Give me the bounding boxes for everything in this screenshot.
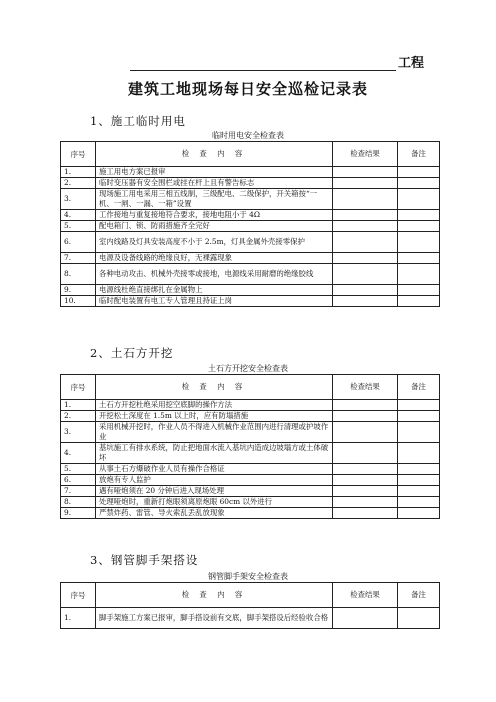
row-content: 放炮有专人监护	[96, 475, 333, 486]
row-content: 土石方开挖杜绝采用挖空底脚的操作方法	[96, 400, 333, 411]
header-seq: 序号	[61, 142, 96, 167]
row-number: 4.	[61, 210, 96, 221]
table-row	[61, 285, 440, 296]
row-number: 1.	[61, 400, 96, 411]
result-cell[interactable]	[333, 486, 398, 497]
row-content: 电源线杜绝直接绑扎在金属物上	[96, 285, 333, 296]
row-content: 配电箱门、锁、防雨措施齐全完好	[96, 221, 333, 232]
result-cell[interactable]	[333, 422, 398, 443]
remark-cell[interactable]	[398, 411, 440, 422]
remark-cell[interactable]	[398, 508, 440, 519]
row-number: 1.	[61, 167, 96, 178]
table-row	[61, 400, 440, 411]
row-number: 5.	[61, 221, 96, 232]
table-row	[61, 475, 440, 486]
row-number: 10.	[61, 296, 96, 307]
result-cell[interactable]	[333, 253, 398, 264]
row-content: 现场施工用电采用三相五线制，三级配电、二级保护，开关箱按“一机、一闸、一漏、一箱”设置	[96, 189, 333, 210]
result-cell[interactable]	[333, 464, 398, 475]
table-header-row	[61, 375, 440, 400]
table-row	[61, 497, 440, 508]
row-content: 临时变压器有安全围栏或挂在杆上且有警告标志	[96, 178, 333, 189]
row-content: 室内线路及灯具安装高度不小于 2.5m，灯具金属外壳接零保护	[96, 232, 333, 253]
table-row	[61, 443, 440, 464]
remark-cell[interactable]	[398, 464, 440, 475]
row-content: 临时配电装置有电工专人管理且持证上岗	[96, 296, 333, 307]
row-content: 处理哑炮时，重新打炮眼须离原炮眼 60cm 以外进行	[96, 497, 333, 508]
header-remark: 备注	[398, 583, 440, 608]
result-cell[interactable]	[333, 178, 398, 189]
table-row	[61, 608, 440, 629]
row-number: 2.	[61, 178, 96, 189]
remark-cell[interactable]	[398, 497, 440, 508]
result-cell[interactable]	[333, 210, 398, 221]
row-content: 遇有哑炮须在 20 分钟后进入现场处理	[96, 486, 333, 497]
row-content: 采用机械开挖时，作业人员不得进入机械作业范围内进行清理或护坡作业	[96, 422, 333, 443]
project-suffix: 工程	[398, 56, 425, 71]
table-row	[61, 210, 440, 221]
table-row	[61, 178, 440, 189]
result-cell[interactable]	[333, 400, 398, 411]
result-cell[interactable]	[333, 508, 398, 519]
table-row	[61, 486, 440, 497]
remark-cell[interactable]	[398, 475, 440, 486]
row-content: 开挖松土深度在 1.5m 以上时，应有防塌措施	[96, 411, 333, 422]
result-cell[interactable]	[333, 285, 398, 296]
row-number: 5.	[61, 464, 96, 475]
remark-cell[interactable]	[398, 264, 440, 285]
header-result: 检查结果	[333, 142, 398, 167]
header-remark: 备注	[398, 375, 440, 400]
remark-cell[interactable]	[398, 210, 440, 221]
remark-cell[interactable]	[398, 422, 440, 443]
remark-cell[interactable]	[398, 400, 440, 411]
table-row	[61, 221, 440, 232]
header-seq: 序号	[61, 583, 96, 608]
result-cell[interactable]	[333, 189, 398, 210]
table-row	[61, 253, 440, 264]
section-heading-earthwork: 2、土石方开挖	[90, 346, 174, 360]
header-content: 检 查 内 容	[96, 583, 333, 608]
remark-cell[interactable]	[398, 221, 440, 232]
electricity-check-table	[60, 141, 440, 307]
result-cell[interactable]	[333, 232, 398, 253]
table-row	[61, 189, 440, 210]
table-row	[61, 422, 440, 443]
row-content: 脚手架施工方案已报审，脚手搭设前有交底，脚手架搭设后经验收合格	[96, 608, 333, 629]
table-row	[61, 232, 440, 253]
header-seq: 序号	[61, 375, 96, 400]
header-content: 检 查 内 容	[96, 142, 333, 167]
table-caption-earthwork: 土石方开挖安全检查表	[208, 364, 288, 373]
remark-cell[interactable]	[398, 285, 440, 296]
row-number: 9.	[61, 285, 96, 296]
header-remark: 备注	[398, 142, 440, 167]
result-cell[interactable]	[333, 221, 398, 232]
table-row	[61, 167, 440, 178]
remark-cell[interactable]	[398, 608, 440, 629]
result-cell[interactable]	[333, 443, 398, 464]
row-number: 1.	[61, 608, 96, 629]
header-content: 检 查 内 容	[96, 375, 333, 400]
row-number: 4.	[61, 443, 96, 464]
row-number: 3.	[61, 189, 96, 210]
remark-cell[interactable]	[398, 189, 440, 210]
remark-cell[interactable]	[398, 232, 440, 253]
header-result: 检查结果	[333, 583, 398, 608]
remark-cell[interactable]	[398, 443, 440, 464]
row-number: 8.	[61, 497, 96, 508]
table-row	[61, 296, 440, 307]
row-content: 施工用电方案已报审	[96, 167, 333, 178]
remark-cell[interactable]	[398, 167, 440, 178]
row-number: 3.	[61, 422, 96, 443]
table-row	[61, 264, 440, 285]
result-cell[interactable]	[333, 411, 398, 422]
table-row	[61, 411, 440, 422]
row-content: 从事土石方爆破作业人员有操作合格证	[96, 464, 333, 475]
remark-cell[interactable]	[398, 296, 440, 307]
section-heading-electricity: 1、施工临时用电	[90, 114, 186, 128]
row-number: 2.	[61, 411, 96, 422]
row-content: 基坑施工有排水系统，防止把地面水流入基坑内造成边坡塌方或土体破坏	[96, 443, 333, 464]
row-content: 工作接地与重复接地符合要求，接地电阻小于 4Ω	[96, 210, 333, 221]
result-cell[interactable]	[333, 497, 398, 508]
remark-cell[interactable]	[398, 486, 440, 497]
row-number: 7.	[61, 486, 96, 497]
remark-cell[interactable]	[398, 178, 440, 189]
project-name-blank-line[interactable]	[130, 52, 396, 71]
table-row	[61, 464, 440, 475]
table-header-row	[61, 142, 440, 167]
result-cell[interactable]	[333, 475, 398, 486]
row-number: 8.	[61, 264, 96, 285]
header-result: 检查结果	[333, 375, 398, 400]
result-cell[interactable]	[333, 296, 398, 307]
table-caption-scaffold: 钢管脚手架安全检查表	[208, 572, 288, 581]
row-number: 9.	[61, 508, 96, 519]
row-content: 电源及设备线路的绝缘良好，无裸露现象	[96, 253, 333, 264]
scaffold-check-table	[60, 582, 440, 629]
table-caption-electricity: 临时用电安全检查表	[212, 131, 284, 140]
row-content: 各种电动攻击、机械外壳接零或接地，电源线采用耐磨的绝缘胶线	[96, 264, 333, 285]
row-content: 严禁炸药、雷管、导火索乱丢乱放现象	[96, 508, 333, 519]
table-header-row	[61, 583, 440, 608]
row-number: 6.	[61, 232, 96, 253]
earthwork-check-table	[60, 374, 440, 519]
result-cell[interactable]	[333, 264, 398, 285]
remark-cell[interactable]	[398, 253, 440, 264]
document-title: 建筑工地现场每日安全巡检记录表	[127, 80, 368, 98]
row-number: 6.	[61, 475, 96, 486]
section-heading-scaffold: 3、钢管脚手架搭设	[90, 553, 199, 567]
table-row	[61, 508, 440, 519]
result-cell[interactable]	[333, 608, 398, 629]
result-cell[interactable]	[333, 167, 398, 178]
row-number: 7.	[61, 253, 96, 264]
